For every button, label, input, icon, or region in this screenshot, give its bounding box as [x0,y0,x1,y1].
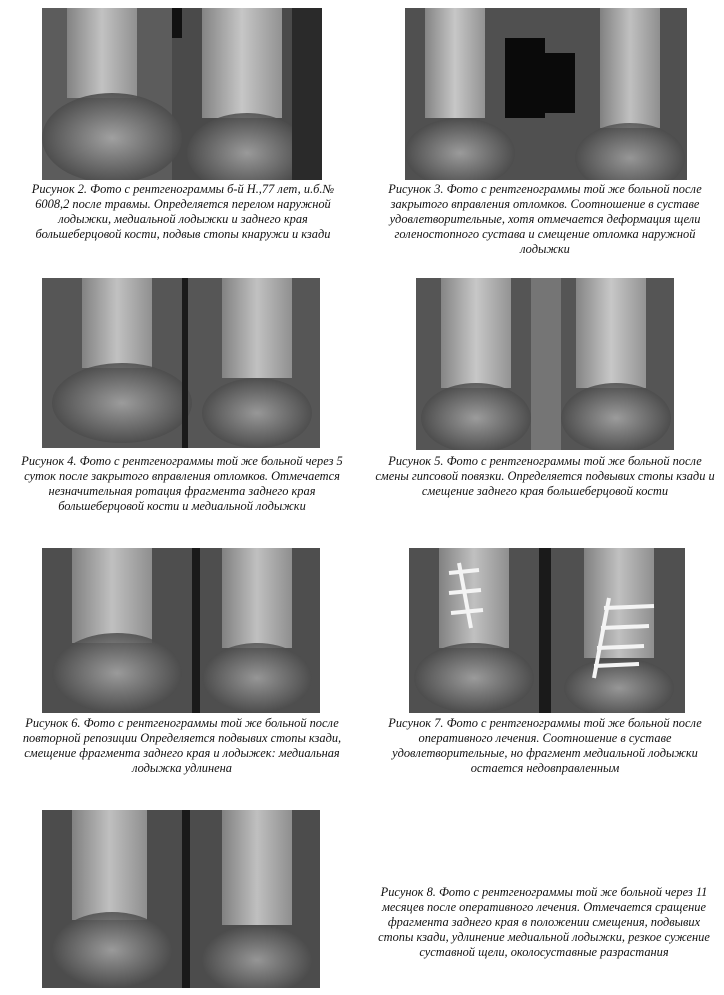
xray-image-fig3 [405,8,687,180]
xray-image-fig6 [42,548,320,713]
xray-image-fig8 [42,810,320,988]
figure-caption-fig5: Рисунок 5. Фото с рентгенограммы той же больной после смены гипсовой повязки. Определяется подвывих стопы кзади и смещение заднего края большеберцовой кости [375,454,715,498]
figure-caption-fig3: Рисунок 3. Фото с рентгенограммы той же больной после закрытого вправления отломков. Соотношение в суставе удовлетворительные, хотя отмечается деформация щели голеностопного сустава и смещение отломка наружной лодыжки [388,182,702,256]
figure-caption-fig4: Рисунок 4. Фото с рентгенограммы той же больной через 5 суток после закрытого вправления отломков. Отмечается незначительная ротация фрагмента заднего края большеберцовой кости и медиальной лодыжки [21,454,343,513]
xray-image-fig7 [409,548,685,713]
figure-caption-fig2: Рисунок 2. Фото с рентгенограммы б-й Н.,77 лет, и.б.№ 6008,2 после травмы. Определяется перелом наружной лодыжки, медиальной лодыжки и заднего края большеберцовой кости, подвыв стопы кнаружи и кзади [31,182,335,241]
figure-caption-fig8: Рисунок 8. Фото с рентгенограммы той же больной через 11 месяцев после оперативного лечения. Отмечается сращение фрагмента заднего края в положении смещения, подвывих стопы кзади, удлинение медиальной лодыжки, резкое сужение суставной щели, околосуставные разрастания [378,885,710,959]
xray-image-fig4 [42,278,320,448]
figure-caption-fig6: Рисунок 6. Фото с рентгенограммы той же больной после повторной репозиции Определяется подвывих стопы кзади, смещение фрагмента заднего края и лодыжек: медиальная лодыжка удлинена [22,716,342,775]
figure-caption-fig7: Рисунок 7. Фото с рентгенограммы той же больной после оперативного лечения. Соотношение в суставе удовлетворительные, но фрагмент медиальной лодыжки остается недовправленным [388,716,702,775]
xray-image-fig2 [42,8,322,180]
xray-image-fig5 [416,278,674,450]
